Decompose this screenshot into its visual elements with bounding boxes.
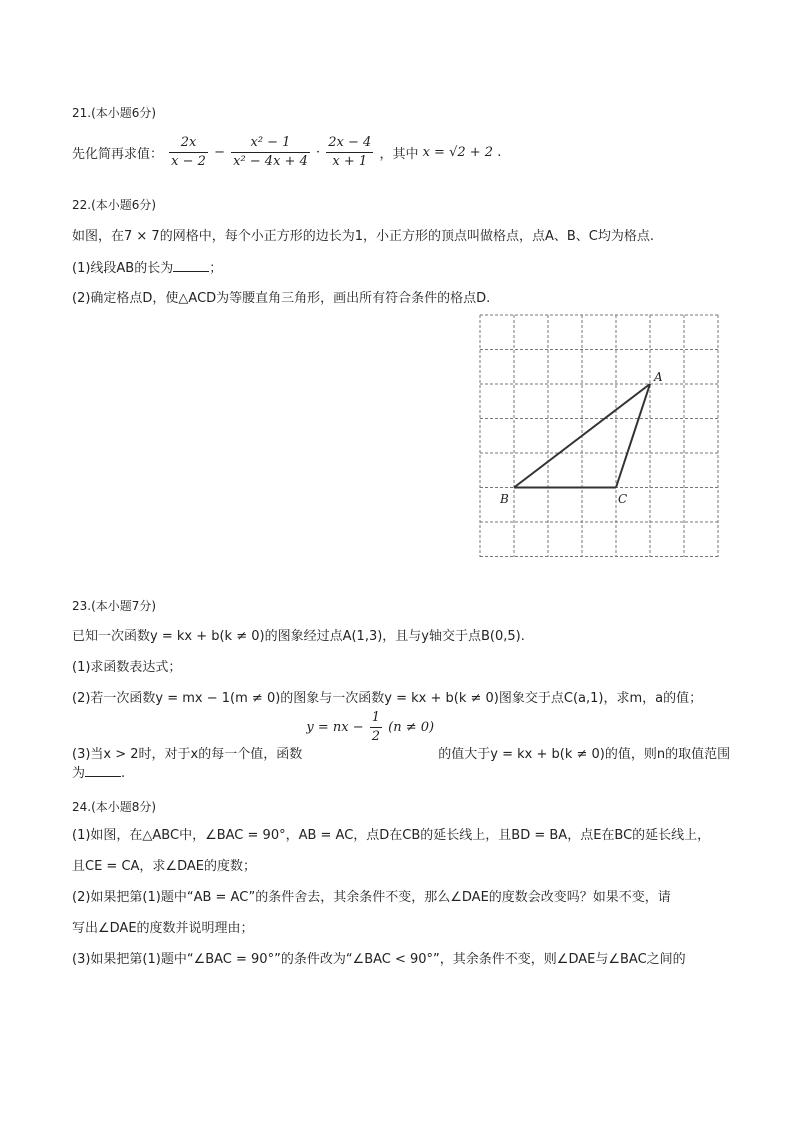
q23-function-n: y = nx − $\frac{1}{2}$ (n ≠ 0) bbox=[306, 710, 435, 744]
q21-fraction-2: $\frac{\text{x² − 1}}{\text{x² − 4x + 4}}$ bbox=[233, 135, 308, 169]
q22-intro: 如图，在7 × 7的网格中，每个小正方形的边长为1，小正方形的顶点叫做格点，点A、B、C均为格点. bbox=[72, 229, 654, 244]
point-a-label: A bbox=[654, 370, 663, 384]
q22-part1: (1)线段AB的长为 ； bbox=[72, 261, 223, 276]
q24-part2-line1: (2)如果把第(1)题中“AB = AC”的条件舍去，其余条件不变，那么∠DAE的度数会改变吗？如果不变，请 bbox=[72, 890, 671, 905]
q21-end: . bbox=[497, 145, 502, 160]
q23-part2: (2)若一次函数y = mx − 1(m ≠ 0)的图象与一次函数y = kx + b(k ≠ 0)图象交于点C(a,1)，求m，a的值； bbox=[72, 691, 703, 706]
q21-expression bbox=[72, 134, 501, 171]
q23-header: 23.(本小题7分) bbox=[72, 599, 157, 613]
q21-fraction-1: $\frac{2x}{x - 2}$ bbox=[171, 135, 206, 169]
q21-minus: − bbox=[214, 145, 225, 160]
q24-part1-line1: (1)如图，在△ABC中，∠BAC = 90°，AB = AC，点D在CB的延长线上，且BD = BA，点E在BC的延长线上， bbox=[72, 828, 711, 843]
q21-fraction-3: $\frac{2x - 4}{x + 1}$ bbox=[328, 135, 372, 169]
q23-half-fraction: $\frac{1}{2}$ bbox=[371, 710, 381, 744]
q24-part1-line2: 且CE = CA，求∠DAE的度数； bbox=[72, 859, 256, 874]
q21-dot: · bbox=[315, 145, 321, 160]
q22-header: 22.(本小题6分) bbox=[72, 198, 157, 212]
q21-prefix: 先化简再求值： bbox=[72, 147, 164, 162]
point-b-label: B bbox=[500, 492, 509, 506]
q23-part3: (3)当x > 2时，对于x的每一个值，函数 y = nx − $\frac{1}{2}$ (n ≠ 0) 的值大于y = kx + b(k ≠ 0)的值，则n的取值范围 bbox=[72, 710, 731, 762]
q23-part1: (1)求函数表达式； bbox=[72, 660, 182, 675]
point-c-label: C bbox=[618, 492, 628, 506]
answer-blank[interactable] bbox=[85, 764, 121, 777]
q22-part2: (2)确定格点D，使△ACD为等腰直角三角形，画出所有符合条件的格点D. bbox=[72, 291, 491, 306]
q24-part3-line1: (3)如果把第(1)题中“∠BAC = 90°”的条件改为“∠BAC < 90°”，其余条件不变，则∠DAE与∠BAC之间的 bbox=[72, 952, 686, 967]
q21-header: 21.(本小题6分) bbox=[72, 106, 157, 120]
answer-blank[interactable] bbox=[173, 259, 209, 272]
q24-part2-line2: 写出∠DAE的度数并说明理由； bbox=[72, 921, 254, 936]
q23-intro: 已知一次函数y = kx + b(k ≠ 0)的图象经过点A(1,3)，且与y轴交于点B(0,5). bbox=[72, 629, 525, 644]
q21-suffix: ，其中 bbox=[379, 147, 419, 162]
q21-condition: x = √2 + 2 bbox=[422, 145, 494, 160]
q22-grid-figure bbox=[478, 313, 722, 561]
q24-header: 24.(本小题8分) bbox=[72, 800, 157, 814]
grid-lines bbox=[480, 315, 718, 557]
q23-part3-answer: 为 . bbox=[72, 766, 126, 781]
